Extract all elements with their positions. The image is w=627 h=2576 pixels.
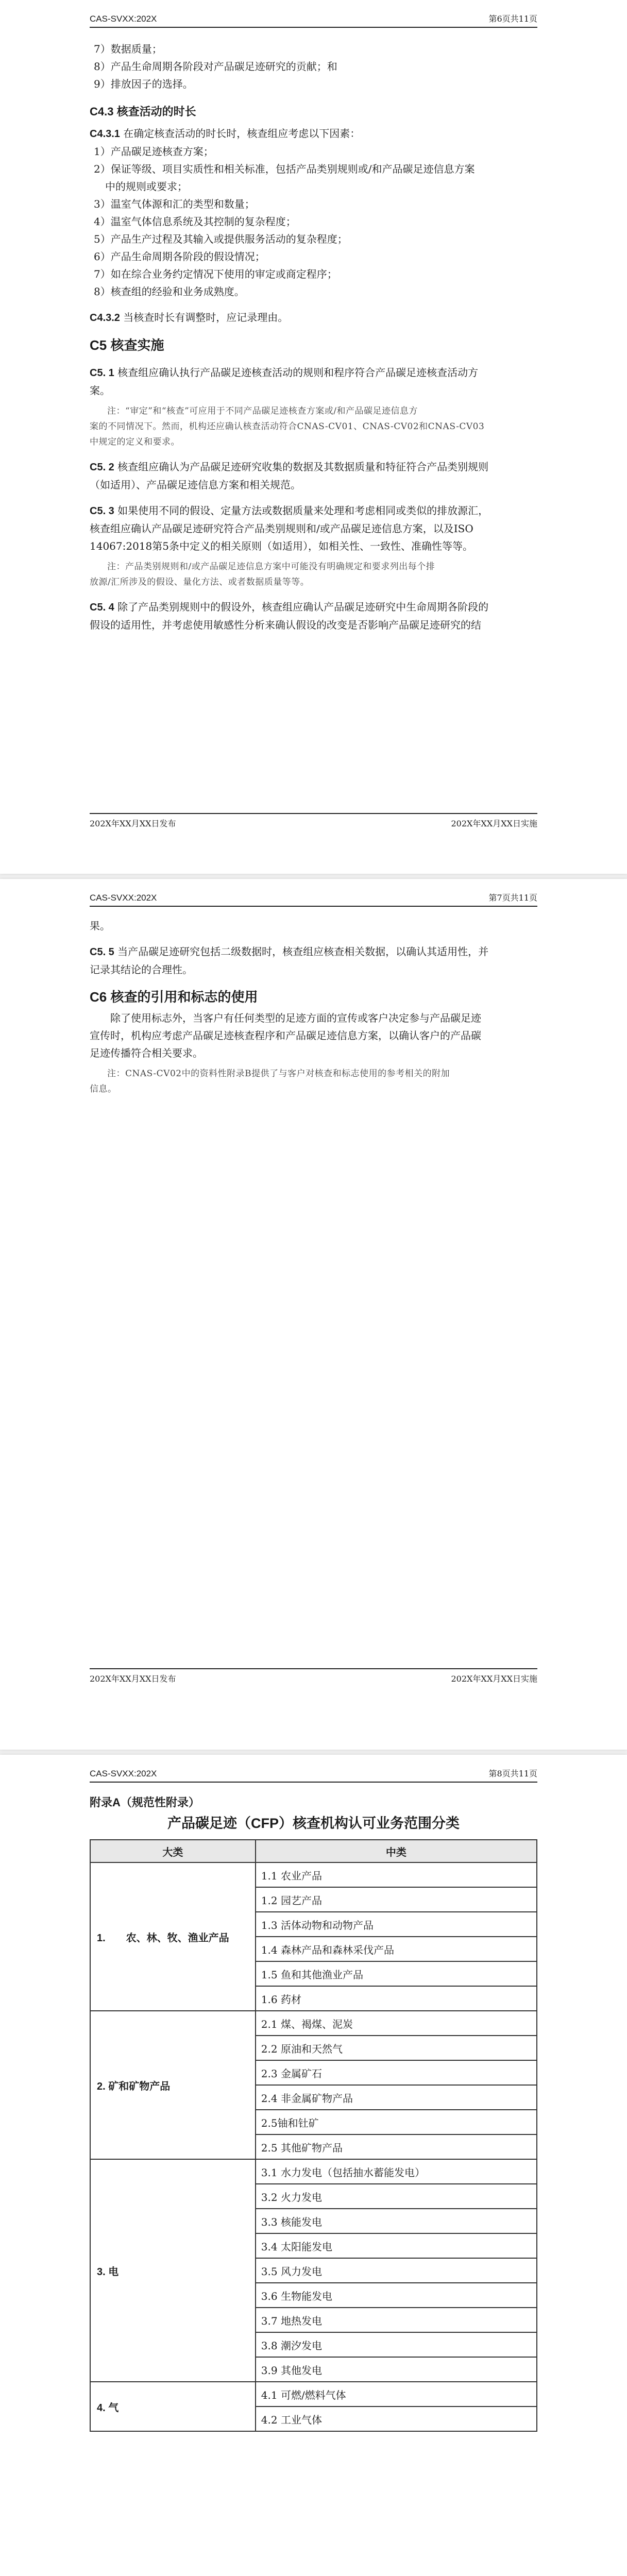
minor-category-cell: 1.6 药材 [256,1986,537,2011]
section-heading: C6 核查的引用和标志的使用 [90,989,258,1005]
continued-text: 果。 [90,920,110,932]
minor-category-cell: 1.3 活体动物和动物产品 [256,1912,537,1937]
scope-table [90,1839,537,2432]
column-header: 中类 [256,1840,537,1862]
list-item: 7）数据质量； [94,43,162,55]
minor-category-cell: 3.3 核能发电 [256,2209,537,2233]
minor-category-cell: 3.4 太阳能发电 [256,2233,537,2258]
duration-factor-list [90,143,537,300]
effective-date: 202X年XX月XX日实施 [451,819,537,828]
table-row [90,2382,537,2406]
clause-c53: C5. 3 如果使用不同的假设、定量方法或数据质量来处理和考虑相同或类似的排放源汇， 核查组应确认产品碳足迹研究符合产品类别规则和/或产品碳足迹信息方案，以及ISO 14067:2018第5条中定义的相关原则（如适用），如相关性、一致性、准确性等等。 [90,504,489,552]
page-number: 第8页共11页 [488,1769,537,1778]
page-header [90,1766,537,1783]
list-item: 1）产品碳足迹核查方案； [94,145,214,158]
major-category-cell: 1. 农、林、牧、渔业产品 [90,1862,256,2011]
page-header [90,890,537,907]
page-7-body [90,917,537,1097]
clause-c51: C5. 1 核查组应确认执行产品碳足迹核查活动的规则和程序符合产品碳足迹核查活动方 案。 [90,366,479,397]
list-item: 5）产品生产过程及其输入或提供服务活动的复杂程度； [94,233,348,245]
minor-category-cell: 4.1 可燃/燃料气体 [256,2382,537,2406]
minor-category-cell: 3.1 水力发电（包括抽水蓄能发电） [256,2159,537,2184]
note: 注：产品类别规则和/或产品碳足迹信息方案中可能没有明确规定和要求列出每个排 放源/汇所涉及的假设、量化方法、或者数据质量等等。 [90,562,435,587]
minor-category-cell: 1.2 园艺产品 [256,1887,537,1912]
factor-list-tail [90,40,537,93]
clause-c55: C5. 5 当产品碳足迹研究包括二级数据时，核查组应核查相关数据，以确认其适用性，并 记录其结论的合理性。 [90,945,489,976]
minor-category-cell: 2.5 其他矿物产品 [256,2134,537,2159]
clause-c431: C4.3.1 在确定核查活动的时长时，核查组应考虑以下因素： [90,127,361,140]
clause-c52: C5. 2 核查组应确认为产品碳足迹研究收集的数据及其数据质量和特征符合产品类别规则 （如适用）、产品碳足迹信息方案和相关规范。 [90,461,489,491]
minor-category-cell: 3.8 潮汐发电 [256,2332,537,2357]
list-item: 7）如在综合业务约定情况下使用的审定或商定程序； [94,268,337,280]
minor-category-cell: 2.2 原油和天然气 [256,2036,537,2060]
clause-c432: C4.3.2 当核查时长有调整时，应记录理由。 [90,311,289,324]
table-row [90,1862,537,1887]
list-item: 中的规则或要求； [105,180,188,193]
list-item: 2）保证等级、项目实质性和相关标准，包括产品类别规则或/和产品碳足迹信息方案 [94,163,475,175]
table-row [90,2159,537,2184]
standard-code: CAS-SVXX:202X [90,893,157,903]
minor-category-cell: 1.1 农业产品 [256,1862,537,1887]
minor-category-cell: 1.5 鱼和其他渔业产品 [256,1961,537,1986]
major-category-cell: 2. 矿和矿物产品 [90,2011,256,2159]
table-title: 产品碳足迹（CFP）核查机构认可业务范围分类 [167,1816,460,1831]
page-header [90,11,537,28]
page-7 [0,879,627,1750]
minor-category-cell: 3.5 风力发电 [256,2258,537,2283]
minor-category-cell: 1.4 森林产品和森林采伐产品 [256,1937,537,1961]
appendix-label: 附录A（规范性附录） [90,1796,200,1809]
list-item: 8）核查组的经验和业务成熟度。 [94,285,245,298]
major-category-cell: 4. 气 [90,2382,256,2431]
minor-category-cell: 3.9 其他发电 [256,2357,537,2382]
note: 注：CNAS-CV02中的资料性附录B提供了与客户对核查和标志使用的参考相关的附加 信息。 [90,1069,450,1094]
minor-category-cell: 2.1 煤、褐煤、泥炭 [256,2011,537,2036]
minor-category-cell: 2.3 金属矿石 [256,2060,537,2085]
page-number: 第6页共11页 [488,14,537,24]
page-6 [0,0,627,874]
minor-category-cell: 2.5铀和钍矿 [256,2110,537,2134]
page-footer [90,813,537,829]
minor-category-cell: 3.7 地热发电 [256,2308,537,2332]
page-footer [90,1668,537,1685]
page-8-body [90,1794,537,2432]
list-item: 8）产品生命周期各阶段对产品碳足迹研究的贡献；和 [94,60,337,73]
publish-date: 202X年XX月XX日发布 [90,1674,176,1684]
minor-category-cell: 4.2 工业气体 [256,2406,537,2431]
list-item: 3）温室气体源和汇的类型和数量； [94,198,255,210]
minor-category-cell: 3.2 火力发电 [256,2184,537,2209]
page-number: 第7页共11页 [488,893,537,903]
effective-date: 202X年XX月XX日实施 [451,1674,537,1684]
page-6-body [90,40,537,634]
major-category-cell: 3. 电 [90,2159,256,2382]
publish-date: 202X年XX月XX日发布 [90,819,176,828]
c6-paragraph: 除了使用标志外，当客户有任何类型的足迹方面的宣传或客户决定参与产品碳足迹 宣传时，机构应考虑产品碳足迹核查程序和产品碳足迹信息方案，以确认客户的产品碳 足迹传播符合相关要求。 [90,1012,481,1059]
note: 注：“审定”和“核查”可应用于不同产品碳足迹核查方案或/和产品碳足迹信息方 案的不同情况下。然而，机构还应确认核查活动符合CNAS-CV01、CNAS-CV02和CNAS-CV03 中规定的定义和要求。 [90,406,485,447]
clause-c54: C5. 4 除了产品类别规则中的假设外，核查组应确认产品碳足迹研究中生命周期各阶段的 假设的适用性，并考虑使用敏感性分析来确认假设的改变是否影响产品碳足迹研究的结 [90,601,489,631]
standard-code: CAS-SVXX:202X [90,1769,157,1778]
list-item: 4）温室气体信息系统及其控制的复杂程度； [94,215,296,228]
table-body [90,1862,537,2431]
list-item: 9）排放因子的选择。 [94,78,193,90]
standard-code: CAS-SVXX:202X [90,14,157,24]
column-header: 大类 [90,1840,256,1862]
page-8 [0,1755,627,2576]
table-header-row [90,1840,537,1862]
section-heading: C5 核查实施 [90,337,164,353]
minor-category-cell: 2.4 非金属矿物产品 [256,2085,537,2110]
minor-category-cell: 3.6 生物能发电 [256,2283,537,2308]
table-row [90,2011,537,2036]
section-heading: C4.3 核查活动的时长 [90,105,196,118]
list-item: 6）产品生命周期各阶段的假设情况； [94,250,265,263]
